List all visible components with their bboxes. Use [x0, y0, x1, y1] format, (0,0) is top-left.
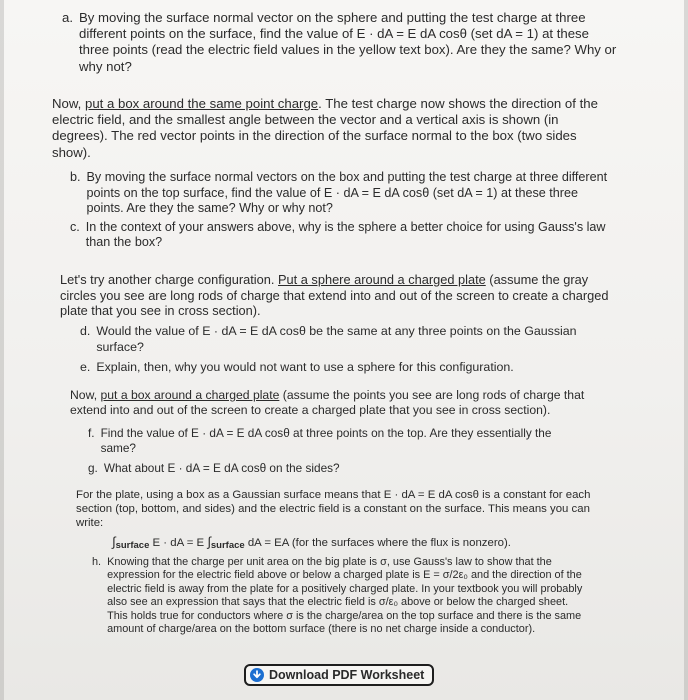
paragraph-1-post: . The test charge now shows the direction of the electric field, and the smallest angle between the vector and a vertical axis is shown (in degrees). The red vector points in the direction of the surface normal to the box (two sides show).	[52, 96, 598, 160]
question-d-label: d.	[80, 324, 91, 338]
paragraph-2-pre: Let's try another charge configuration.	[60, 272, 278, 287]
link-sphere-charged-plate[interactable]: Put a sphere around a charged plate	[278, 272, 486, 287]
question-h-item	[92, 556, 586, 636]
question-a	[62, 10, 622, 75]
question-a-item	[62, 10, 622, 75]
question-h-label: h.	[92, 556, 102, 568]
integral-symbol-1: ∫	[112, 534, 116, 549]
question-d-text: Would the value of E · dA = E dA cosθ be the same at any three points on the Gaussian surface?	[96, 324, 577, 354]
question-g-text: What about E · dA = E dA cosθ on the sides?	[103, 460, 340, 475]
questions-d-e	[80, 324, 598, 381]
question-g	[88, 461, 588, 476]
paragraph-box-point-charge	[52, 96, 614, 161]
link-box-charged-plate[interactable]: put a box around a charged plate	[100, 388, 280, 402]
integral-symbol-2: ∫	[207, 534, 211, 549]
integral-subscript-2: surface	[210, 540, 245, 551]
question-h	[92, 556, 586, 636]
question-c-text: In the context of your answers above, why is the sphere a better choice for using Gauss's law than the box?	[85, 219, 606, 250]
download-button-label: Download PDF Worksheet	[269, 668, 425, 682]
question-a-text: By moving the surface normal vector on the sphere and putting the test charge at three different points on the surface, find the value of E · dA = E dA cosθ (set dA = 1) at these three points (read the electric field values in the yellow text box). Are they the same? Why or why not?	[79, 10, 617, 74]
equation-middle: E · dA = E	[149, 537, 208, 549]
paragraph-2-post: (assume the gray circles you see are long rods of charge that extend into and out of the screen to create a charged plate that you see in cross section).	[60, 272, 609, 319]
question-d	[80, 324, 598, 355]
paragraph-sphere-plate	[60, 272, 618, 319]
question-g-label: g.	[88, 460, 98, 475]
link-box-point-charge[interactable]: put a box around the same point charge	[84, 96, 319, 111]
question-h-text: Knowing that the charge per unit area on the big plate is σ, use Gauss's law to show that the expression for the electric field above or below a charged plate is E = σ/2ε₀ and the direction of the electric field is away from the plate for a positively charged plate. In your textbook you will probably also see an expression that says that the electric field is σ/ε₀ above or below the charged sheet. This holds true for conductors where σ is the charge/area on the top surface and there is the same amount of charge/area on the bottom surface (there is no net charge inside a conductor).	[107, 556, 583, 636]
page-left-edge	[0, 0, 4, 700]
download-pdf-button[interactable]	[244, 664, 434, 686]
question-e-label: e.	[80, 360, 91, 375]
paragraph-3-post: (assume the points you see are long rods of charge that extend into and out of the screen to create a charged plate that you see in cross section).	[70, 388, 585, 418]
question-e	[80, 360, 598, 376]
paragraph-gaussian-box: For the plate, using a box as a Gaussian surface means that E · dA = E dA cosθ is a constant for each section (top, bottom, and sides) and the electric field is a constant on the surface. This means you can write:	[76, 489, 591, 530]
questions-f-g	[88, 426, 588, 480]
paragraph-1-pre: Now,	[52, 96, 85, 111]
question-f	[88, 426, 588, 456]
paragraph-3-pre: Now,	[70, 388, 101, 402]
equation-end: dA = EA (for the surfaces where the flux is nonzero).	[244, 537, 511, 549]
question-f-text: Find the value of E · dA = E dA cosθ at three points on the top. Are they essentially the same?	[100, 426, 552, 455]
download-arrow-icon	[250, 668, 264, 682]
question-b	[70, 170, 618, 217]
paragraph-box-plate	[70, 388, 608, 418]
question-c	[70, 220, 618, 251]
question-b-label: b.	[70, 170, 81, 184]
question-f-label: f.	[88, 426, 95, 440]
integral-subscript-1: surface	[115, 540, 150, 551]
page-right-edge	[684, 0, 688, 700]
question-b-text: By moving the surface normal vectors on the box and putting the test charge at three different points on the top surface, find the value of E · dA = E dA cosθ (set dA = 1) at these three points. Are they the same? Why or why not?	[86, 170, 608, 216]
question-e-text: Explain, then, why you would not want to use a sphere for this configuration.	[96, 360, 514, 375]
question-c-label: c.	[70, 219, 80, 234]
gauss-equation	[112, 535, 582, 551]
question-a-label: a.	[62, 10, 73, 25]
questions-b-c	[70, 170, 618, 254]
